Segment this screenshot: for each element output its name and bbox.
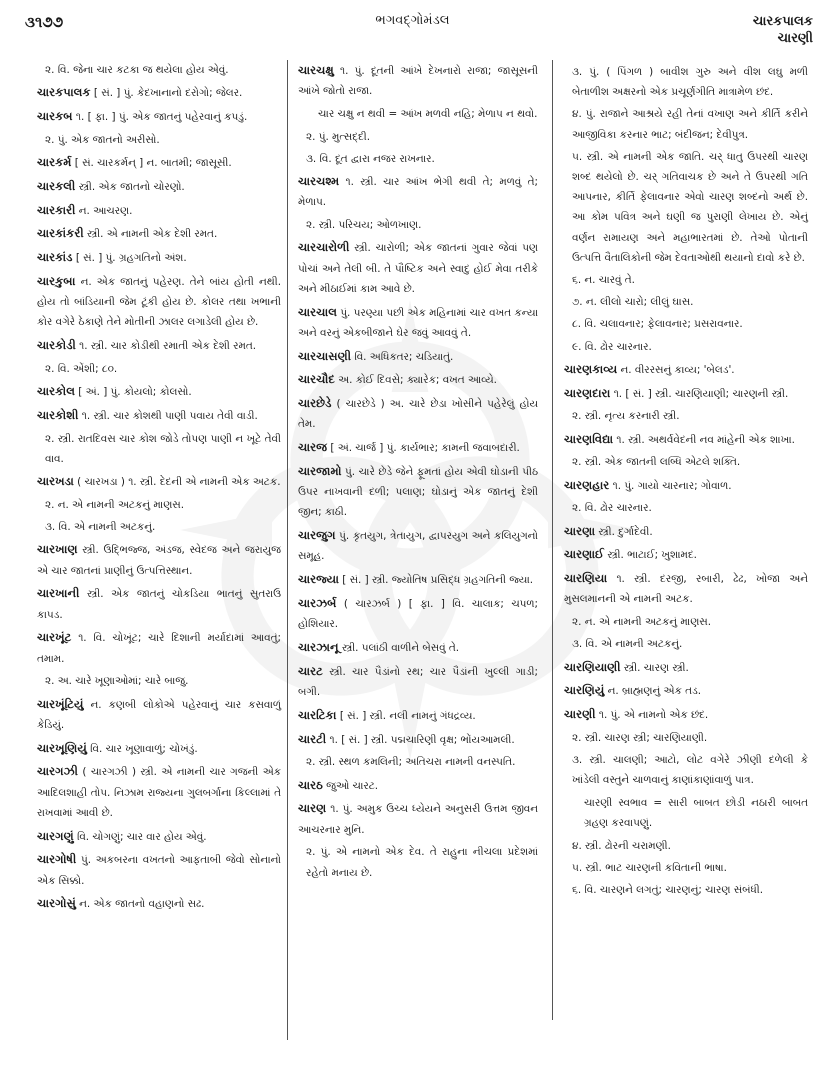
dictionary-entry <box>37 152 281 173</box>
definition-text: ૧. સ્ત્રી. ચાર આંખ ભેગી થવી તે; મળવું તે; મેળાપ. <box>298 176 538 209</box>
entry-sense <box>298 752 538 772</box>
entry-sense <box>298 127 538 147</box>
definition-text: પું. ચારે છેડે જેને ફૂમતાં હોય એવી ઘોડાની પીઠ ઉપર નાખવાની દળી; પલાણ; ઘોડાનું એક જાતનું દેશી જીન; કાઠી. <box>298 466 538 519</box>
entry-sense <box>564 793 808 833</box>
dictionary-entry <box>37 82 281 103</box>
dictionary-entry <box>37 106 281 127</box>
definition-text: ૭. ન. લીલો ચારો; લીલું ઘાસ. <box>572 296 694 309</box>
dictionary-entry <box>298 729 538 750</box>
headword: ચારણી <box>564 707 596 722</box>
headword: ચારણહાર <box>564 477 610 492</box>
entry-sense <box>37 359 281 379</box>
definition-text: ૨. સ્ત્રી. ચારણ સ્ત્રી; ચારણિયાણી. <box>572 732 708 745</box>
definition-text: ૨. પું. મુત્સદ્દી. <box>306 130 371 143</box>
definition-text: ૧. [ સં. ] સ્ત્રી. ચારણિયાણી; ચારણની સ્ત્રી. <box>610 387 789 400</box>
definition-text: ૧. સ્ત્રી. ચાર કોડીથી રમાતી એક દેશી રમત. <box>75 340 257 353</box>
entry-sense <box>37 495 281 515</box>
definition-text: ૨. પું. એક જાતનો અરીસો. <box>45 133 160 146</box>
dictionary-entry <box>37 849 281 890</box>
dictionary-entry <box>37 335 281 356</box>
headword: ચારણદારા <box>564 385 611 400</box>
headword: ચારખાની <box>37 586 80 601</box>
definition-text: પું. અકબરના વખતનો આફતાબી જેવો સોનાનો એક સિક્કો. <box>37 854 281 887</box>
guide-words <box>753 13 813 47</box>
headword: ચારણિયાણી <box>564 659 621 674</box>
definition-text: ૧. પું. અમુક ઉચ્ચ ધ્યેયને અનુસરી ઉત્તમ જીવન આચરનાર મુનિ. <box>298 803 538 836</box>
dictionary-entry <box>37 826 281 847</box>
headword: ચારચાસણી <box>298 348 352 363</box>
definition-text: ૨. સ્ત્રી. નૃત્ય કરનારી સ્ત્રી. <box>572 410 680 423</box>
headword: ચારગણું <box>37 828 74 843</box>
definition-text: ન. એક જાતનું પહેરણ. તેને બાંય હોતી નથી. હોય તો બાંડિયાની જેમ ટૂંકી હોય છે. કોલર તથા ખભાની કોર વગેરે ઠેકાણે તેને મોતીની ઝાલર લગાડેલી હોય છે. <box>37 275 281 329</box>
headword: ચારણાઈ <box>564 547 605 562</box>
entry-sense <box>564 314 808 334</box>
dictionary-entry <box>298 237 538 299</box>
headword: ચારખૂણિયું <box>37 740 87 755</box>
dictionary-entry <box>564 383 808 404</box>
dictionary-entry <box>37 176 281 197</box>
definition-text: ૬. વિ. ચારણને લગતું; ચારણનું; ચારણ સંબંધી. <box>572 884 764 897</box>
headword: ચારજામો <box>298 464 342 478</box>
definition-text: સ્ત્રી. ચાર પૈડાંનો રથ; ચાર પૈડાંની ખુલ્લી ગાડી; બગી. <box>298 665 538 698</box>
entry-sense <box>298 215 538 235</box>
headword: ચારચૌદ <box>298 372 335 387</box>
definition-text: ૩. સ્ત્રી. ચાલણી; આટો, લોટ વગેરે ઝીણી દળેલી કે ખાંડેલી વસ્તુને ચાળવાનું કાણાંકાણાંવાળું પાત્ર. <box>572 754 808 787</box>
headword: ચારજ <box>298 440 328 455</box>
headword: ચારછેડે <box>298 396 332 411</box>
dictionary-entry <box>564 475 808 496</box>
headword: ચારકપાલક <box>37 85 91 100</box>
definition-text: ન. કણબી લોકોએ પહેરવાનું ચાર કસવાળું કેડિયું. <box>37 698 281 731</box>
headword: ચારણા <box>564 523 596 538</box>
definition-text: પું. પરણ્યા પછી એક મહિનામાં ચાર વખત કન્યા અને વરનું એકબીજાને ઘેર જવું આવવું તે. <box>298 306 538 339</box>
dictionary-entry <box>37 694 281 735</box>
definition-text: ૪. પું. રાજાને આશ્રયે રહી તેનાં વખાણ અને કીર્તિ કરીને આજીવિકા કરનાર ભાટ; બંદીજન; દેવીપુત્ર. <box>572 108 808 141</box>
definition-text: સ્ત્રી. એક જાતનું ચોકડિયા ભાતનું સુતરાઉ કાપડ. <box>37 588 281 621</box>
definition-text: ૧. સ્ત્રી. દરજી, રબારી, ઢેઢ, ખોજા અને મુસલમાનની એ નામની અટક. <box>564 573 808 606</box>
headword: ચારખાણ <box>37 542 78 557</box>
definition-text: સ્ત્રી. એ નામની એક દેશી રમત. <box>83 228 218 241</box>
entry-sense <box>564 452 808 472</box>
headword: ચારટિકા <box>298 707 337 722</box>
definition-text: ૧. [ ફા. ] પું. એક જાતનું પહેરવાનું કપડું. <box>72 111 248 123</box>
column-divider <box>552 60 553 1020</box>
headword: ચારટ <box>298 663 323 678</box>
entry-sense <box>564 406 808 426</box>
definition-text: સ્ત્રી. ચારણ સ્ત્રી. <box>620 661 689 674</box>
dictionary-entry <box>298 593 538 634</box>
headword: ચારગઝી <box>37 764 78 779</box>
headword: ચારચારોળી <box>298 240 350 255</box>
dictionary-entry <box>37 539 281 580</box>
column-left <box>37 60 281 917</box>
dictionary-entry <box>298 437 538 458</box>
dictionary-entry <box>37 761 281 823</box>
definition-text: ૯. વિ. ઢોર ચારનાર. <box>572 340 652 353</box>
dictionary-entry <box>298 461 538 523</box>
dictionary-entry <box>37 223 281 244</box>
column-right <box>564 62 808 902</box>
dictionary-entry <box>298 775 538 796</box>
definition-text: ( ચારખડા ) ૧. સ્ત્રી. દેદની એ નામની એક અટક. <box>73 476 281 489</box>
dictionary-entry <box>37 381 281 402</box>
definition-text: ૨. પું. એ નામનો એક દેવ. તે રાહુના નીચલા પ્રદેશમાં રહેતો મનાય છે. <box>306 846 538 879</box>
page-header <box>0 0 825 60</box>
entry-sense <box>37 60 281 80</box>
definition-text: સ્ત્રી. પલાંઠી વાળીને બેસવું તે. <box>338 642 460 654</box>
headword: ચારખડા <box>37 474 74 489</box>
headword: ચારખૂંટિયું <box>37 696 84 711</box>
definition-text: ૨. વિ. એંશી; ૮૦. <box>45 362 118 375</box>
dictionary-entry <box>37 893 281 914</box>
definition-text: સ્ત્રી. ચારોળી; એક જાતનાં ગુવાર જેવાં પણ પોચાં અને તેલી બી. તે પૌષ્ટિક અને સ્વાદુ હોઈ મેવા તરીકે અને મીઠાઈમાં કામ આવે છે. <box>298 242 538 295</box>
definition-text: ૧. પું. ગાયો ચારનાર; ગોવાળ. <box>609 479 732 492</box>
definition-text: ૨. સ્ત્રી. એક જાતની લબ્ધિ એટલે શક્તિ. <box>572 456 741 469</box>
definition-text: ૧. સ્ત્રી. ચાર કોશથી પાણી પવાય તેવી વાડી. <box>78 409 258 422</box>
definition-text: ૨. સ્ત્રી. રાતદિવસ ચાર કોશ જોડે તોપણ પાણી ન ખૂટે તેવી વાવ. <box>45 432 281 465</box>
dictionary-entry <box>564 359 808 380</box>
headword: ચારકબ <box>37 109 73 123</box>
page-number: ૩૧૭૭ <box>25 13 64 31</box>
headword: ચારકારી <box>37 202 76 217</box>
column-middle <box>298 60 538 885</box>
definition-text: [ સં. ] પું. કેદખાનાનો દરોગો; જેલર. <box>90 87 243 100</box>
definition-text: ૧. [ સં. ] સ્ત્રી. પદ્મચારિણી વૃક્ષ; ભોંયઆમલી. <box>326 733 515 746</box>
headword: ચારકોલ <box>37 384 75 399</box>
dictionary-entry <box>298 60 538 101</box>
definition-text: ૨. અ. ચારે ખૂણાઓમાં; ચારે બાજુ. <box>45 675 189 688</box>
entry-sense <box>564 750 808 790</box>
dictionary-entry <box>37 405 281 426</box>
dictionary-entry <box>564 704 808 725</box>
definition-text: ૫. સ્ત્રી. ભાટ ચારણની કવિતાની ભાષા. <box>572 861 727 874</box>
definition-text: ૨. સ્ત્રી. પરિચય; ઓળખાણ. <box>306 219 422 232</box>
entry-sense <box>564 612 808 632</box>
dictionary-entry <box>37 738 281 759</box>
definition-text: ૨. ન. એ નામની અટકનું માણસ. <box>45 498 185 511</box>
dictionary-entry <box>564 544 808 565</box>
dictionary-entry <box>564 657 808 678</box>
entry-sense <box>298 149 538 169</box>
headword: ચારજુગ <box>298 528 336 543</box>
definition-text: ૬. ન. ચારવું તે. <box>572 274 635 287</box>
headword: ચારચાલ <box>298 304 337 319</box>
definition-text: ૧. પું. દૂતની આંખે દેખનારો રાજા; જાસૂસની આંખે જોતો રાજા. <box>298 65 538 98</box>
definition-text: ( ચારઝર્બ ) [ ફા. ] વિ. ચાલાક; ચપળ; હોશિયાર. <box>298 598 538 631</box>
entry-sense <box>37 517 281 537</box>
definition-text: ૩. વિ. દૂત દ્વારા નજર રાખનાર. <box>306 153 435 165</box>
entry-sense <box>298 842 538 882</box>
entry-sense <box>37 130 281 150</box>
dictionary-entry <box>298 171 538 212</box>
entry-sense <box>564 858 808 878</box>
definition-text: વિ. ચોગણું; ચાર વાર હોય એવું. <box>73 830 207 843</box>
dictionary-entry <box>298 705 538 726</box>
dictionary-entry <box>298 798 538 839</box>
definition-text: ન. આચરણ. <box>75 204 133 217</box>
dictionary-entry <box>298 393 538 434</box>
definition-text: ૮. વિ. ચલાવનાર; ફેલાવનાર; પ્રસરાવનાર. <box>572 318 743 331</box>
definition-text: ૨. વિ. ઢોર ચારનાર. <box>572 502 652 515</box>
entry-sense <box>564 270 808 290</box>
dictionary-entry <box>298 569 538 590</box>
headword: ચારકુબા <box>37 273 76 288</box>
headword: ચારટી <box>298 731 327 746</box>
headword: ચારચશ્મ <box>298 174 340 189</box>
definition-text: ૧. પું. એ નામનો એક છંદ. <box>595 709 709 722</box>
definition-text: અ. કોઈ દિવસે; ક્યારેક; વખત આવ્યે. <box>334 374 497 387</box>
entry-sense <box>37 671 281 691</box>
dictionary-entry <box>37 471 281 492</box>
definition-text: ન. વીરરસનું કાવ્ય; 'બેલડ'. <box>617 363 735 376</box>
definition-text: [ સં. ] પું. ગ્રહગતિનો અંશ. <box>72 252 187 265</box>
dictionary-entry <box>564 429 808 450</box>
book-title: ભગવદ્ગોમંડલ <box>375 13 450 28</box>
definition-text: ન. બ્રાહ્મણનું એક તડ. <box>604 685 702 698</box>
definition-text: ૧. વિ. ચોખૂંટ; ચારે દિશાની મર્યાદામાં આવતું; તમામ. <box>37 632 281 665</box>
entry-sense <box>564 62 808 102</box>
dictionary-entry <box>37 627 281 668</box>
dictionary-entry <box>298 302 538 343</box>
dictionary-entry <box>564 568 808 609</box>
definition-text: ૪. સ્ત્રી. ઢોરની ચરામણી. <box>572 839 671 852</box>
entry-sense <box>564 728 808 748</box>
dictionary-entry <box>37 271 281 333</box>
entry-sense <box>564 880 808 900</box>
headword: ચારકાંકરી <box>37 226 84 241</box>
dictionary-entry <box>298 369 538 390</box>
entry-sense <box>564 634 808 654</box>
entry-sense <box>37 429 281 469</box>
definition-text: [ સં. ચારકર્મન્ ] ન. બાતમી; જાસૂસી. <box>71 157 232 169</box>
headword: ચારચક્ષુ <box>298 63 334 77</box>
definition-text: ચારણી સ્વભાવ = સારી બાબત છોડી નઠારી બાબત ગ્રહણ કરવાપણું. <box>584 796 808 829</box>
entry-sense <box>564 104 808 144</box>
definition-text: ( ચારગઝી ) સ્ત્રી. એ નામની ચાર ગજની એક આદિલશાહી તોપ. નિઝામ રાજ્યના ગુલબર્ગાના કિલ્લામાં તે રાખવામાં આવી છે. <box>37 766 281 819</box>
headword: ચારજ્યા <box>298 572 339 587</box>
definition-text: વિ. અધિકતર; ચડિયાતું. <box>351 350 454 363</box>
headword: ચારકલી <box>37 178 76 193</box>
headword: ચારઝર્બ <box>298 596 337 610</box>
headword: ચારણિયા <box>564 571 608 586</box>
definition-text: ૧. સ્ત્રી. અથર્વવેદની નવ માંહેની એક શાખા. <box>613 433 795 446</box>
definition-text: [ અં. ચાર્જ ] પું. કાર્યભાર; કામની જવાબદારી. <box>327 442 520 455</box>
headword: ચારગોસું <box>37 896 76 911</box>
headword: ચારખૂંટ <box>37 630 72 645</box>
definition-text: [ અં. ] પું. કોયલો; કોલસો. <box>74 386 192 399</box>
headword: ચારણ <box>298 801 327 816</box>
definition-text: ૩. પું. ( પિંગળ ) બાવીશ ગુરુ અને વીશ લઘુ મળી બેતાળીશ અક્ષરનો એક પ્રચૂર્ણગીતિ માત્રામેળ છંદ. <box>572 66 808 99</box>
definition-text: પું. કૃતયુગ, ત્રેતાયુગ, દ્વાપરયુગ અને કલિયુગનો સમૂહ. <box>298 530 538 563</box>
entry-sense <box>564 147 808 268</box>
guide-word-first: ચારકપાલક <box>752 14 813 29</box>
entry-sense <box>564 498 808 518</box>
headword: ચારઠ <box>298 777 323 792</box>
entry-sense <box>564 337 808 357</box>
definition-text: સ્ત્રી. એક જાતનો ચોરણો. <box>75 180 185 193</box>
definition-text: ચાર ચક્ષુ ન થવી = આંખ મળવી નહિ; મેળાપ ન થવો. <box>318 108 538 120</box>
definition-text: ( ચારછેડે ) અ. ચારે છેડા ખોસીને પહેરેલું હોય તેમ. <box>298 398 538 431</box>
dictionary-entry <box>298 661 538 702</box>
headword: ચારકર્મ <box>37 155 72 169</box>
definition-text: સ્ત્રી. ભાટાઈ; ખુશામદ. <box>604 549 697 562</box>
headword: ચારકાંડ <box>37 250 73 265</box>
definition-text: ૩. વિ. એ નામની અટકનું. <box>45 521 156 534</box>
dictionary-entry <box>298 346 538 367</box>
headword: ચારણિયું <box>564 683 605 698</box>
headword: ચારકોશી <box>37 407 79 422</box>
definition-text: સ્ત્રી. દુર્ગાદેવી. <box>595 525 653 538</box>
definition-text: [ સં. ] સ્ત્રી. જ્યોતિષ પ્રસિદ્ધ ગ્રહગતિની જ્યા. <box>338 574 534 587</box>
definition-text: જુઓ ચારટ. <box>322 779 379 792</box>
definition-text: ન. એક જાતનો વહાણનો સઢ. <box>75 898 205 911</box>
dictionary-entry <box>37 583 281 624</box>
definition-text: વિ. ચાર ખૂણાવાળું; ચોખંડું. <box>86 742 198 755</box>
definition-text: [ સં. ] સ્ત્રી. નલી નામનું ગંધદ્રવ્ય. <box>336 709 476 722</box>
dictionary-entry <box>37 247 281 268</box>
guide-word-last: ચારણી <box>777 31 813 46</box>
dictionary-entry <box>564 680 808 701</box>
definition-text: ૨. ન. એ નામની અટકનું માણસ. <box>572 616 712 629</box>
entry-sense <box>564 836 808 856</box>
entry-sense <box>298 104 538 124</box>
dictionary-entry <box>564 521 808 542</box>
definition-text: ૨. વિ. જેના ચાર કટકા જ થયેલા હોય એવું. <box>45 64 229 76</box>
headword: ચારગોષી <box>37 852 77 867</box>
entry-sense <box>564 292 808 312</box>
headword: ચારણકાવ્ય <box>564 361 618 376</box>
column-divider <box>287 60 288 1040</box>
dictionary-entry <box>37 200 281 221</box>
dictionary-entry <box>298 525 538 566</box>
headword: ચારઝાનૂ <box>298 640 339 654</box>
dictionary-entry <box>298 637 538 658</box>
definition-text: ૨. સ્ત્રી. સ્થળ કમલિની; અતિચરા નામની વનસ્પતિ. <box>306 756 516 769</box>
definition-text: ૫. સ્ત્રી. એ નામની એક જાતિ. ચર્ ધાતુ ઉપરથી ચારણ શબ્દ થયેલો છે. ચર્ ગતિવાચક છે અને તે ઉપરથી ગતિ આપનાર, કીર્તિ ફેલાવનાર એવો ચારણ શબ્દનો અર્થ છે. આ કોમ પવિત્ર અને ઘણી જ પુરાણી લેખાય છે. એનું વર્ણન રામાયણ અને મહાભારતમાં છે. તેઓ પોતાની ઉત્પત્તિ વૈતાલિકોની જેમ દેવતાઓથી થયાનો દાવો કરે છે. <box>572 150 808 264</box>
definition-text: સ્ત્રી. ઉદ્ભિજ્જ, અંડજ, સ્વેદજ અને જરાયુજ એ ચાર જાતનાં પ્રાણીનું ઉત્પત્તિસ્થાન. <box>37 544 281 577</box>
headword: ચારકોડી <box>37 338 76 353</box>
headword: ચારણવિદ્યા <box>564 431 614 446</box>
definition-text: ૩. વિ. એ નામની અટકનું. <box>572 638 683 651</box>
